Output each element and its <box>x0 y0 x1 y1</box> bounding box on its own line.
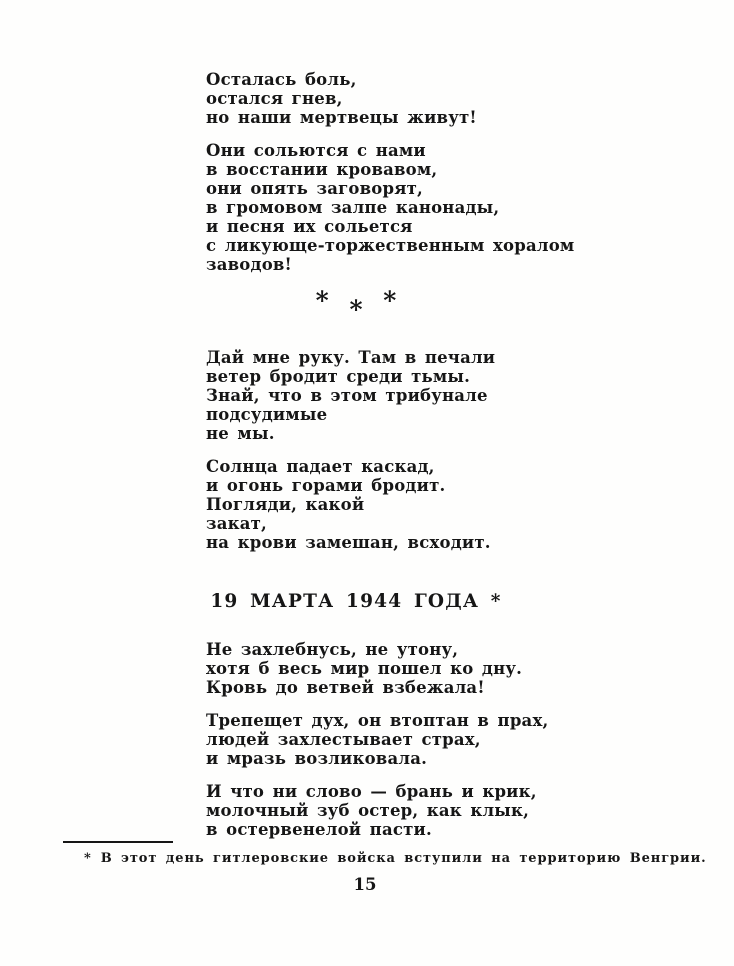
poem-line: Дай мне руку. Там в печали <box>206 348 496 367</box>
poem-line: Погляди, какой <box>206 495 365 514</box>
poem-title: 19 МАРТА 1944 ГОДА * <box>210 591 502 612</box>
poem-line: Знай, что в этом трибунале <box>206 386 488 405</box>
poem-line: но наши мертвецы живут! <box>206 108 477 127</box>
poem-line: людей захлестывает страх, <box>206 730 481 749</box>
poem-line: в восстании кровавом, <box>206 160 438 179</box>
footnote-asterisk-icon: * <box>84 851 92 866</box>
poem-stanza <box>206 348 495 443</box>
poem-line: ветер бродит среди тьмы. <box>206 367 471 386</box>
poem-stanza <box>206 141 574 274</box>
poem-line: подсудимые <box>206 405 328 424</box>
poem-line: закат, <box>206 514 267 533</box>
asterisk-icon: * <box>315 286 329 315</box>
poem-line: не мы. <box>206 424 275 443</box>
poem-untitled-1 <box>206 70 574 274</box>
poem-stanza <box>206 782 548 839</box>
poem-line: Трепещет дух, он втоптан в прах, <box>206 711 549 730</box>
poem-line: на крови замешан, всходит. <box>206 533 491 552</box>
poem-line: хотя б весь мир пошел ко дну. <box>206 659 523 678</box>
poem-19-marta-1944 <box>206 640 548 839</box>
poem-line: остался гнев, <box>206 89 343 108</box>
poem-line: Кровь до ветвей взбежала! <box>206 678 485 697</box>
poem-line: Солнца падает каскад, <box>206 457 435 476</box>
poem-stanza <box>206 70 574 127</box>
footnote-text: В этот день гитлеровские войска вступили на территорию Венгрии. <box>100 851 707 866</box>
poem-stanza <box>206 711 548 768</box>
poem-line: они опять заговорят, <box>206 179 424 198</box>
asterisk-icon: * <box>383 286 397 315</box>
asterisk-icon: * <box>349 295 363 324</box>
footnote <box>84 850 707 867</box>
poem-line: Они сольются с нами <box>206 141 426 160</box>
poem-stanza <box>206 640 548 697</box>
poem-stanza <box>206 457 495 552</box>
poem-line: и песня их сольется <box>206 217 413 236</box>
poem-line: И что ни слово — брань и крик, <box>206 782 537 801</box>
poem-line: и мразь возликовала. <box>206 749 428 768</box>
poem-line: молочный зуб остер, как клык, <box>206 801 530 820</box>
poem-line: в остервенелой пасти. <box>206 820 432 839</box>
page-number: 15 <box>353 875 377 894</box>
poem-line: Осталась боль, <box>206 70 357 89</box>
poem-line: в громовом залпе канонады, <box>206 198 500 217</box>
poem-line: и огонь горами бродит. <box>206 476 446 495</box>
poem-line: заводов! <box>206 255 293 274</box>
poem-untitled-2 <box>206 348 495 552</box>
poem-line: с ликующе-торжественным хоралом <box>206 236 575 255</box>
poem-separator <box>206 286 506 324</box>
footnote-divider <box>63 841 173 843</box>
poem-line: Не захлебнусь, не утону, <box>206 640 459 659</box>
